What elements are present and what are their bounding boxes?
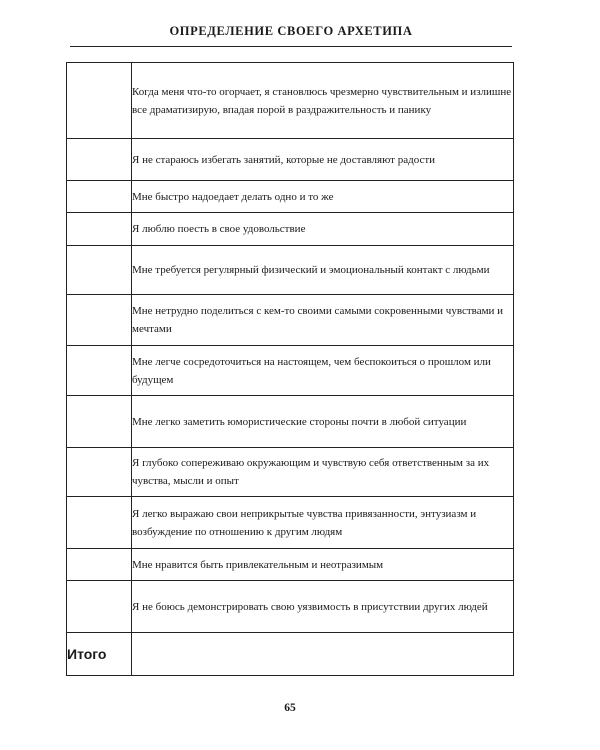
- statement-cell: Я люблю поесть в свое удовольствие: [132, 213, 514, 246]
- archetype-table: [66, 62, 514, 676]
- table-body: [67, 63, 514, 676]
- statement-cell: Мне легко заметить юмористические стороны почти в любой ситуации: [132, 396, 514, 448]
- total-value-cell[interactable]: [132, 633, 514, 676]
- statement-cell: Мне требуется регулярный физический и эмоциональный контакт с людьми: [132, 246, 514, 295]
- table-row: [67, 497, 514, 549]
- table-row: [67, 346, 514, 396]
- statement-cell: Я легко выражаю свои неприкрытые чувства привязанности, энтузиазм и возбуждение по отношению к другим людям: [132, 497, 514, 549]
- statement-cell: Когда меня что-то огорчает, я становлюсь чрезмерно чувствительным и излишне все драматизирую, впадая порой в раздражительность и панику: [132, 63, 514, 139]
- table-row: [67, 63, 514, 139]
- total-row: [67, 633, 514, 676]
- score-cell[interactable]: [67, 63, 132, 139]
- table-row: [67, 581, 514, 633]
- score-cell[interactable]: [67, 396, 132, 448]
- score-cell[interactable]: [67, 181, 132, 213]
- statement-cell: Мне нравится быть привлекательным и неотразимым: [132, 549, 514, 581]
- table-row: [67, 213, 514, 246]
- score-cell[interactable]: [67, 448, 132, 497]
- table-row: [67, 139, 514, 181]
- statement-cell: Я глубоко сопереживаю окружающим и чувствую себя ответственным за их чувства, мысли и опыт: [132, 448, 514, 497]
- score-cell[interactable]: [67, 139, 132, 181]
- table-row: [67, 246, 514, 295]
- table-row: [67, 181, 514, 213]
- header-rule: [70, 46, 512, 47]
- score-cell[interactable]: [67, 549, 132, 581]
- total-label: Итого: [67, 633, 132, 676]
- table-row: [67, 295, 514, 346]
- score-cell[interactable]: [67, 581, 132, 633]
- score-cell[interactable]: [67, 246, 132, 295]
- statement-cell: Мне нетрудно поделиться с кем-то своими самыми сокровенными чувствами и мечтами: [132, 295, 514, 346]
- statement-cell: Я не боюсь демонстрировать свою уязвимость в присутствии других людей: [132, 581, 514, 633]
- statement-cell: Мне быстро надоедает делать одно и то же: [132, 181, 514, 213]
- score-cell[interactable]: [67, 213, 132, 246]
- table-row: [67, 448, 514, 497]
- statement-cell: Я не стараюсь избегать занятий, которые не доставляют радости: [132, 139, 514, 181]
- score-cell[interactable]: [67, 346, 132, 396]
- table-row: [67, 549, 514, 581]
- page-number: 65: [284, 702, 296, 714]
- running-header: ОПРЕДЕЛЕНИЕ СВОЕГО АРХЕТИПА: [169, 24, 413, 38]
- statement-cell: Мне легче сосредоточиться на настоящем, чем беспокоиться о прошлом или будущем: [132, 346, 514, 396]
- table-row: [67, 396, 514, 448]
- score-cell[interactable]: [67, 497, 132, 549]
- score-cell[interactable]: [67, 295, 132, 346]
